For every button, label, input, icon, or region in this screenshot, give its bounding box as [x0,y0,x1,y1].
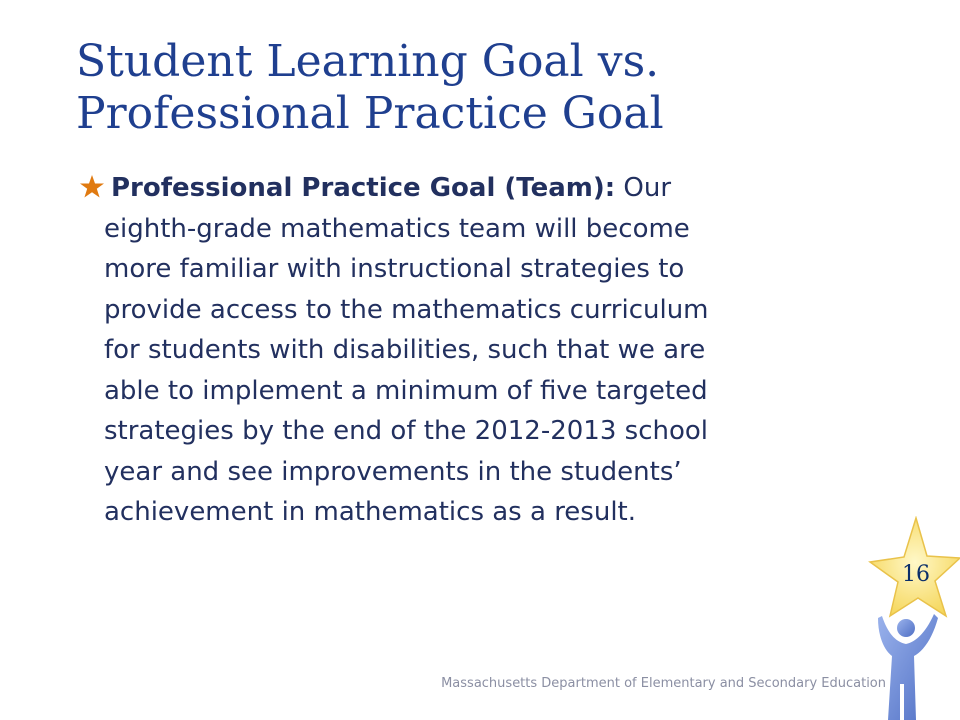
bullet-line-8: achievement in mathematics as a result. [104,497,637,527]
title-line: Student Learning Goal vs. [76,36,660,87]
slide-number: 16 [902,562,930,587]
bullet-first-line [111,168,879,209]
slide-title [76,36,896,140]
bullet-line-5: able to implement a minimum of five targeted [104,375,708,406]
bullet-line-0: Our [615,173,672,203]
bullet-text [104,168,879,533]
bullet-item [79,168,879,533]
bullet-line-3: provide access to the mathematics curriculum [104,294,709,325]
star-figure-logo [856,516,960,720]
bullet-line-1: eighth-grade mathematics team will become [104,213,690,244]
footer-organization: Massachusetts Department of Elementary and Secondary Education [441,676,886,691]
bullet-line-4: for students with disabilities, such that we are [104,335,706,365]
bullet-line-2: more familiar with instructional strategies to [104,254,685,284]
bullet-lead: Professional Practice Goal (Team): [111,173,616,203]
bullet-line-6: strategies by the end of the 2012-2013 school [104,416,709,446]
title-line: Professional Practice Goal [76,88,664,139]
star-icon [79,174,105,200]
bullet-line-7: year and see improvements in the students’ [104,456,682,487]
